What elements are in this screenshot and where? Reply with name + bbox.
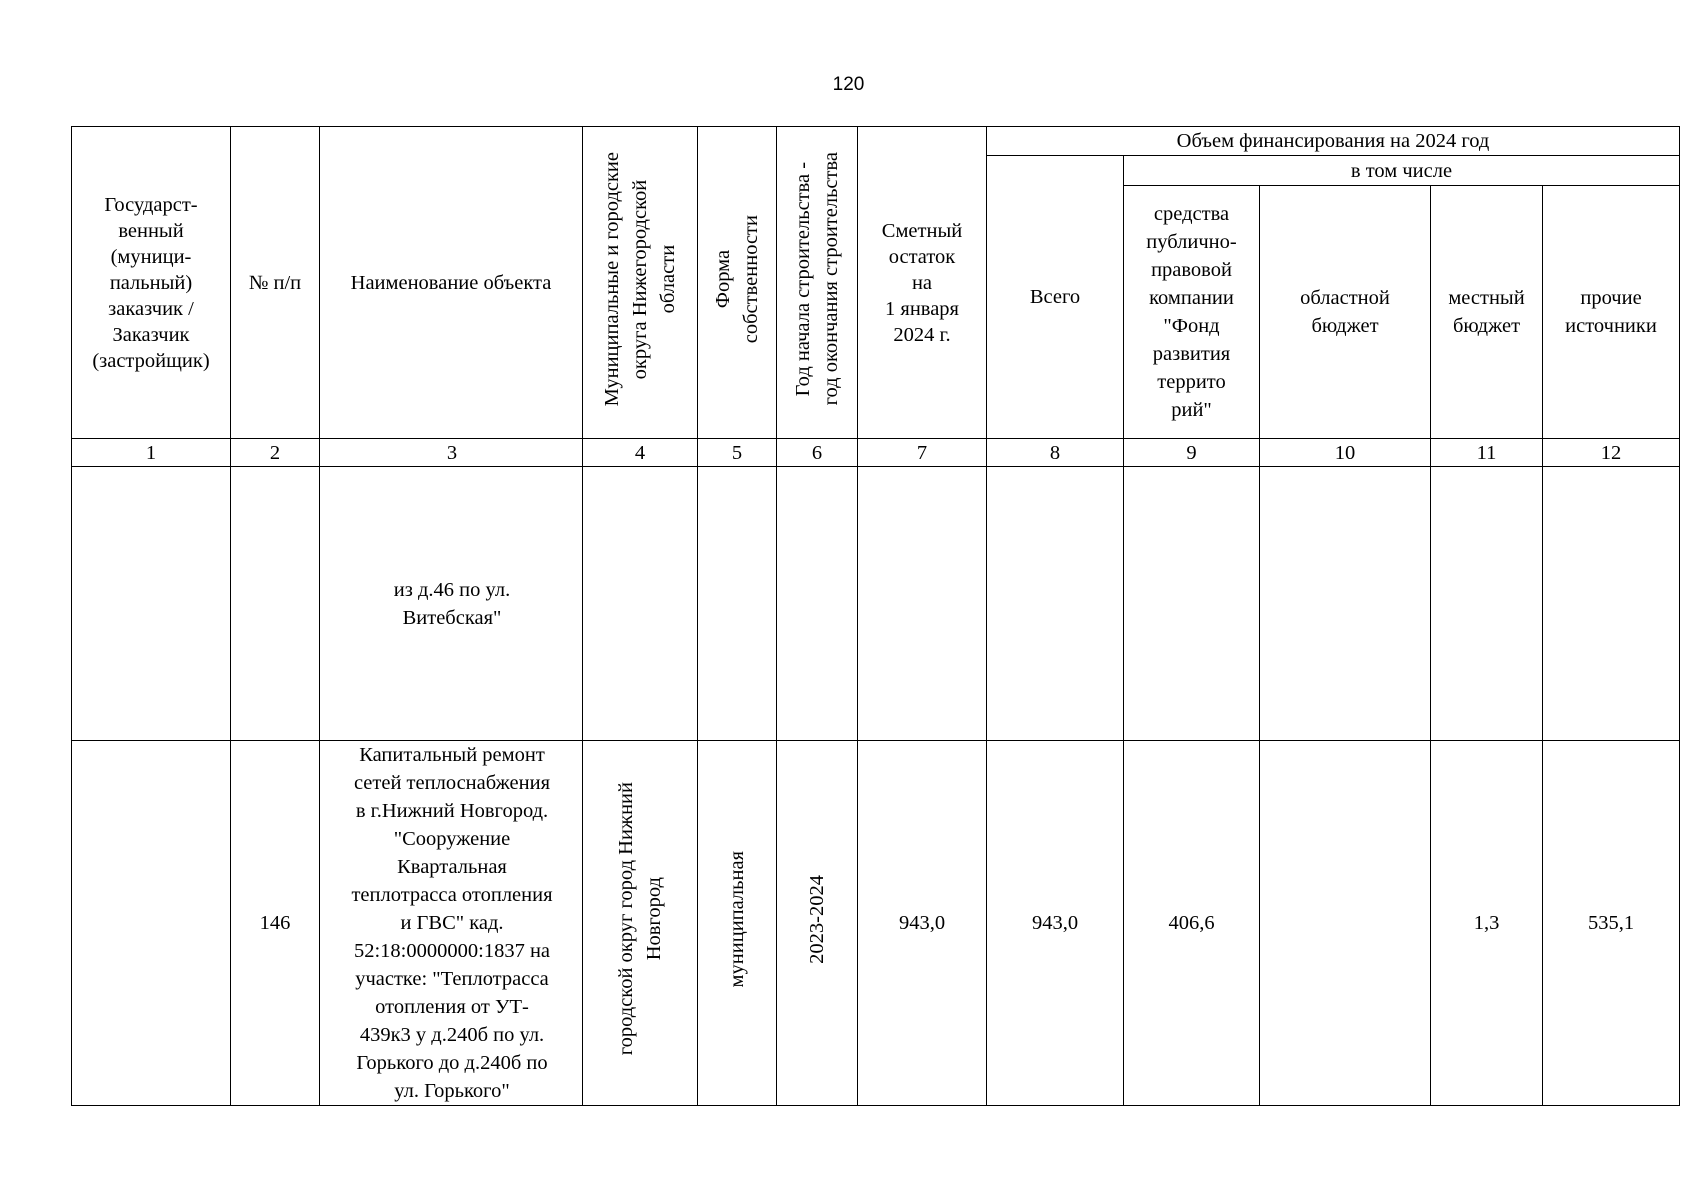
column-number: 8 bbox=[987, 439, 1124, 467]
cell-years bbox=[777, 467, 858, 741]
table-row bbox=[72, 467, 1680, 741]
cell-municipality: городской округ город Нижний Новгород bbox=[583, 741, 698, 1106]
financing-table bbox=[71, 126, 1680, 1106]
header-funding-group: Объем финансирования на 2024 год bbox=[987, 127, 1680, 156]
column-number: 10 bbox=[1260, 439, 1431, 467]
cell-number: 146 bbox=[231, 741, 320, 1106]
cell-regional bbox=[1260, 741, 1431, 1106]
cell-other: 535,1 bbox=[1543, 741, 1680, 1106]
header-municipality: Муниципальные и городские округа Нижегородской области bbox=[583, 127, 698, 439]
cell-other bbox=[1543, 467, 1680, 741]
header-years: Год начала строительства - год окончания строительства bbox=[777, 127, 858, 439]
cell-customer bbox=[72, 467, 231, 741]
column-number: 3 bbox=[320, 439, 583, 467]
cell-customer bbox=[72, 741, 231, 1106]
column-number: 2 bbox=[231, 439, 320, 467]
column-number: 6 bbox=[777, 439, 858, 467]
cell-ownership bbox=[698, 467, 777, 741]
header-customer: Государст- венный (муници- пальный) заказчик / Заказчик (застройщик) bbox=[72, 127, 231, 439]
cell-fund: 406,6 bbox=[1124, 741, 1260, 1106]
column-number-row bbox=[72, 439, 1680, 467]
column-number: 11 bbox=[1431, 439, 1543, 467]
table-row bbox=[72, 741, 1680, 1106]
cell-local: 1,3 bbox=[1431, 741, 1543, 1106]
cell-regional bbox=[1260, 467, 1431, 741]
cell-total bbox=[987, 467, 1124, 741]
header-local: местный бюджет bbox=[1431, 186, 1543, 439]
header-row-top bbox=[72, 127, 1680, 156]
column-number: 5 bbox=[698, 439, 777, 467]
column-number: 1 bbox=[72, 439, 231, 467]
cell-object-name: из д.46 по ул. Витебская" bbox=[320, 467, 583, 741]
cell-fund bbox=[1124, 467, 1260, 741]
cell-years: 2023-2024 bbox=[777, 741, 858, 1106]
cell-municipality bbox=[583, 467, 698, 741]
cell-number bbox=[231, 467, 320, 741]
cell-local bbox=[1431, 467, 1543, 741]
header-ownership: Форма собственности bbox=[698, 127, 777, 439]
column-number: 12 bbox=[1543, 439, 1680, 467]
cell-balance: 943,0 bbox=[858, 741, 987, 1106]
header-including: в том числе bbox=[1124, 156, 1680, 186]
header-other: прочие источники bbox=[1543, 186, 1680, 439]
cell-balance bbox=[858, 467, 987, 741]
cell-total: 943,0 bbox=[987, 741, 1124, 1106]
cell-object-name: Капитальный ремонт сетей теплоснабжения в г.Нижний Новгород. "Сооружение Квартальная теплотрасса отопления и ГВС" кад. 52:18:0000000:1837 на участке: "Теплотрасса отопления от УТ- 439к3 у д.240б по ул. Горького до д.240б по ул. Горького" bbox=[320, 741, 583, 1106]
column-number: 4 bbox=[583, 439, 698, 467]
header-estimated-balance: Сметный остаток на 1 января 2024 г. bbox=[858, 127, 987, 439]
page-number: 120 bbox=[832, 74, 865, 95]
header-number: № п/п bbox=[231, 127, 320, 439]
cell-ownership: муниципальная bbox=[698, 741, 777, 1106]
header-regional: областной бюджет bbox=[1260, 186, 1431, 439]
header-fund: средства публично- правовой компании "Фонд развития террито рий" bbox=[1124, 186, 1260, 439]
column-number: 9 bbox=[1124, 439, 1260, 467]
column-number: 7 bbox=[858, 439, 987, 467]
header-object-name: Наименование объекта bbox=[320, 127, 583, 439]
header-total: Всего bbox=[987, 156, 1124, 439]
